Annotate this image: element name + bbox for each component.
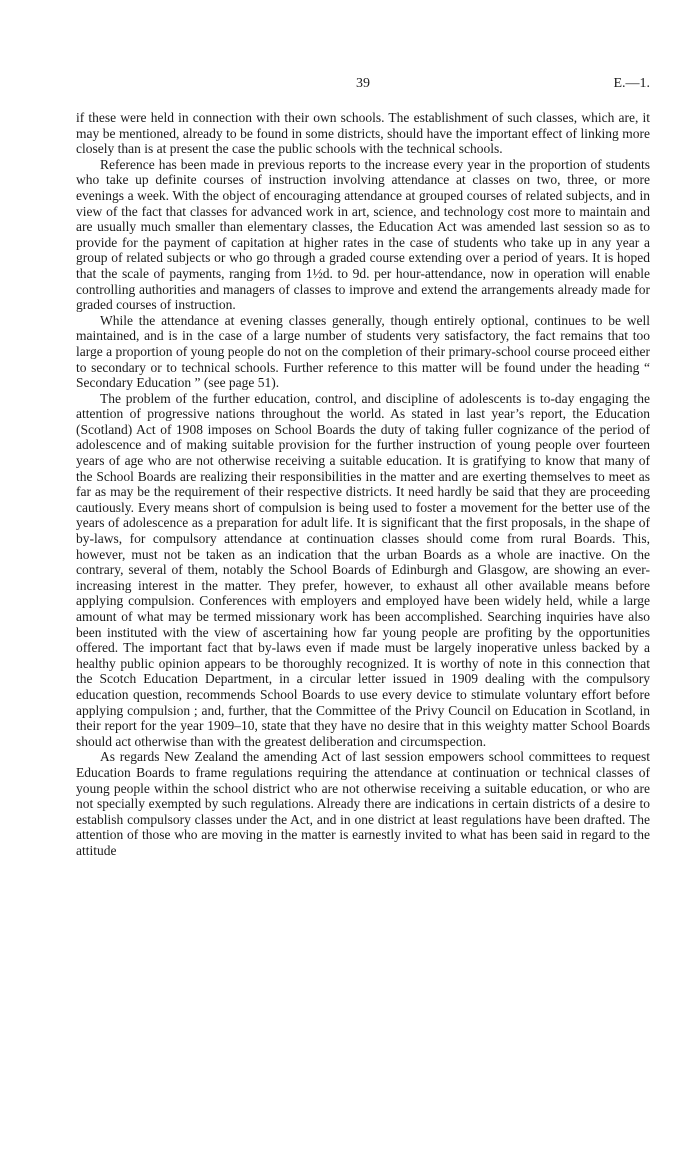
body-text: [76, 110, 650, 859]
report-reference: E.—1.: [613, 76, 650, 91]
page-number: 39: [356, 76, 370, 91]
paragraph-new-zealand-act: As regards New Zealand the amending Act of last session empowers school committees to request Education Boards to frame regulations requiring the attendance at continuation or technical classes of young people within the school district who are not otherwise receiving a suitable education, or who are not specially exempted by such regulations. Already there are indications in certain districts of a desire to establish compulsory classes under the Act, and in one district at least regulations have been drafted. The attention of those who are moving in the matter is earnestly invited to what has been said in regard to the attitude: [76, 749, 650, 858]
paragraph-continued: if these were held in connection with their own schools. The establishment of such classes, which are, it may be mentioned, already to be found in some districts, should have the important effect of linking more closely than is at present the case the public schools with the technical schools.: [76, 110, 650, 157]
paragraph-evening-attendance: While the attendance at evening classes generally, though entirely optional, continues to be well maintained, and is in the case of a large number of students very satisfactory, the fact remains that too large a proportion of young people do not on the completion of their primary-school course proceed either to secondary or to technical schools. Further reference to this matter will be found under the heading “ Secondary Education ” (see page 51).: [76, 312, 650, 391]
paragraph-adolescent-education: The problem of the further education, control, and discipline of adolescents is to-day engaging the attention of progressive nations throughout the world. As stated in last year’s report, the Education (Scotland) Act of 1908 imposes on School Boards the duty of taking fuller cognizance of the period of adolescence and of making suitable provision for the further instruction of young people over fourteen years of age who are not otherwise receiving a suitable education. It is gratifying to know that many of the School Boards are realizing their responsibilities in the matter and are exerting themselves to meet as far as may be the requirement of their respective districts. It need hardly be said that they are proceeding cautiously. Every means short of compulsion is being used to foster a movement for the better use of the years of adolescence as a preparation for adult life. It is significant that the first proposals, in the shape of by-laws, for compulsory attendance at continuation classes should come from rural Boards. This, however, must not be taken as an indication that the urban Boards as a whole are inactive. On the contrary, several of them, notably the School Boards of Edinburgh and Glasgow, are showing an ever-increasing interest in the matter. They prefer, however, to exhaust all other available means before applying compulsion. Conferences with employers and employed have been widely held, while a large amount of what may be termed missionary work has been accomplished. Searching inquiries have also been instituted with the view of ascertaining how far young people are profiting by the opportunities offered. The important fact that by-laws even if made must be largely inoperative unless backed by a healthy public opinion appears to be thoroughly recognized. It is worthy of note in this connection that the Scotch Education Department, in a circular letter issued in 1909 dealing with the compulsory education question, recommends School Boards to use every device to stimulate voluntary effort before applying compulsion ; and, further, that the Committee of the Privy Council on Education in Scotland, in their report for the year 1909–10, state that they have no desire that in this weighty matter School Boards should act otherwise than with the greatest deliberation and circumspection.: [76, 390, 650, 749]
page-header: [76, 76, 650, 96]
paragraph-capitation-rates: Reference has been made in previous reports to the increase every year in the proportion of students who take up definite courses of instruction involving attendance at classes on two, three, or more evenings a week. With the object of encouraging attendance at grouped courses of related subjects, and in view of the fact that classes for advanced work in art, science, and technology cost more to maintain and are usually much smaller than elementary classes, the Education Act was amended last session so as to provide for the payment of capitation at higher rates in the case of students who take up in any year a group of related subjects or who go through a graded course extending over a period of years. It is hoped that the scale of payments, ranging from 1½d. to 9d. per hour-attendance, now in operation will enable controlling authorities and managers of classes to improve and extend the arrangements already made for graded courses of instruction.: [76, 156, 650, 313]
